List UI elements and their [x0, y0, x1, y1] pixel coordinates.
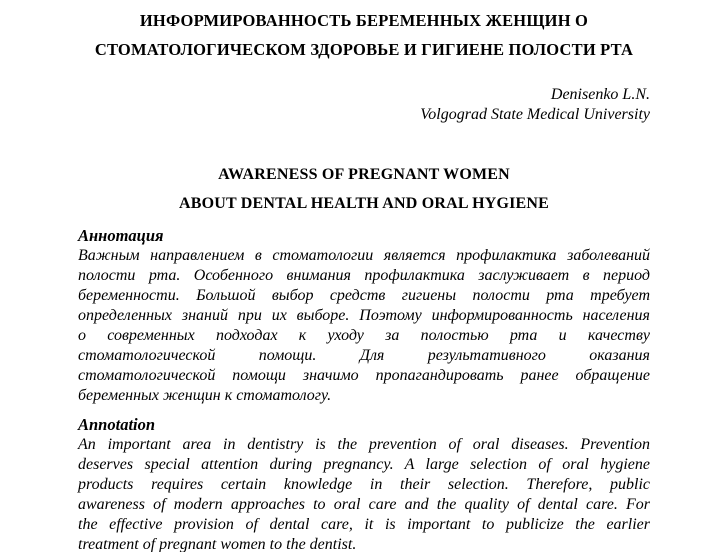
annotation-en-text — [78, 435, 650, 552]
annotation-en-line: An important area in dentistry is the prevention of oral diseases. Prevention — [78, 436, 650, 453]
annotation-ru-line: беременности. Большой выбор средств гигиены полости рта требует — [78, 287, 650, 304]
author-block — [78, 85, 650, 125]
annotation-ru-line: о современных подходах к уходу за полостью рта и качеству — [78, 327, 650, 344]
annotation-en-line: awareness of modern approaches to oral care and the quality of dental care. For — [78, 496, 650, 513]
annotation-ru-line: беременных женщин к стоматологу. — [78, 387, 332, 404]
paper-title-en-line1: AWARENESS OF PREGNANT WOMEN — [218, 166, 510, 183]
annotation-en-line: deserves special attention during pregnancy. A large selection of oral hygiene — [78, 456, 650, 473]
annotation-ru-heading: Аннотация — [78, 226, 164, 245]
annotation-en-line: treatment of pregnant women to the dentist. — [78, 536, 357, 552]
annotation-ru-text — [78, 246, 650, 406]
author-name: Denisenko L.N. — [550, 86, 650, 103]
author-affiliation: Volgograd State Medical University — [420, 106, 650, 123]
annotation-ru-line: полости рта. Особенного внимания профилактика заслуживает в период — [78, 267, 650, 284]
annotation-ru-line: Важным направлением в стоматологии является профилактика заболеваний — [78, 247, 650, 264]
paper-title-en-line2: ABOUT DENTAL HEALTH AND ORAL HYGIENE — [178, 195, 550, 212]
annotation-ru-line: определенных знаний при их выборе. Поэтому информированность населения — [78, 307, 650, 324]
paper-title-ru-line1: ИНФОРМИРОВАННОСТЬ БЕРЕМЕННЫХ ЖЕНЩИН О — [139, 11, 589, 30]
annotation-ru-line: стоматологической помощи. Для результативного оказания — [78, 347, 650, 364]
paper-title-en — [78, 160, 650, 218]
annotation-en-line: products requires certain knowledge in their selection. Therefore, public — [78, 476, 650, 493]
paper-title-ru-line2: СТОМАТОЛОГИЧЕСКОМ ЗДОРОВЬЕ И ГИГИЕНЕ ПОЛОСТИ РТА — [94, 40, 634, 59]
paper-title-ru — [78, 6, 650, 64]
annotation-en-line: the effective provision of dental care, it is important to publicize the earlier — [78, 516, 650, 533]
annotation-ru-line: стоматологической помощи значимо пропагандировать ранее обращение — [78, 367, 650, 384]
annotation-en-heading: Annotation — [78, 415, 156, 434]
